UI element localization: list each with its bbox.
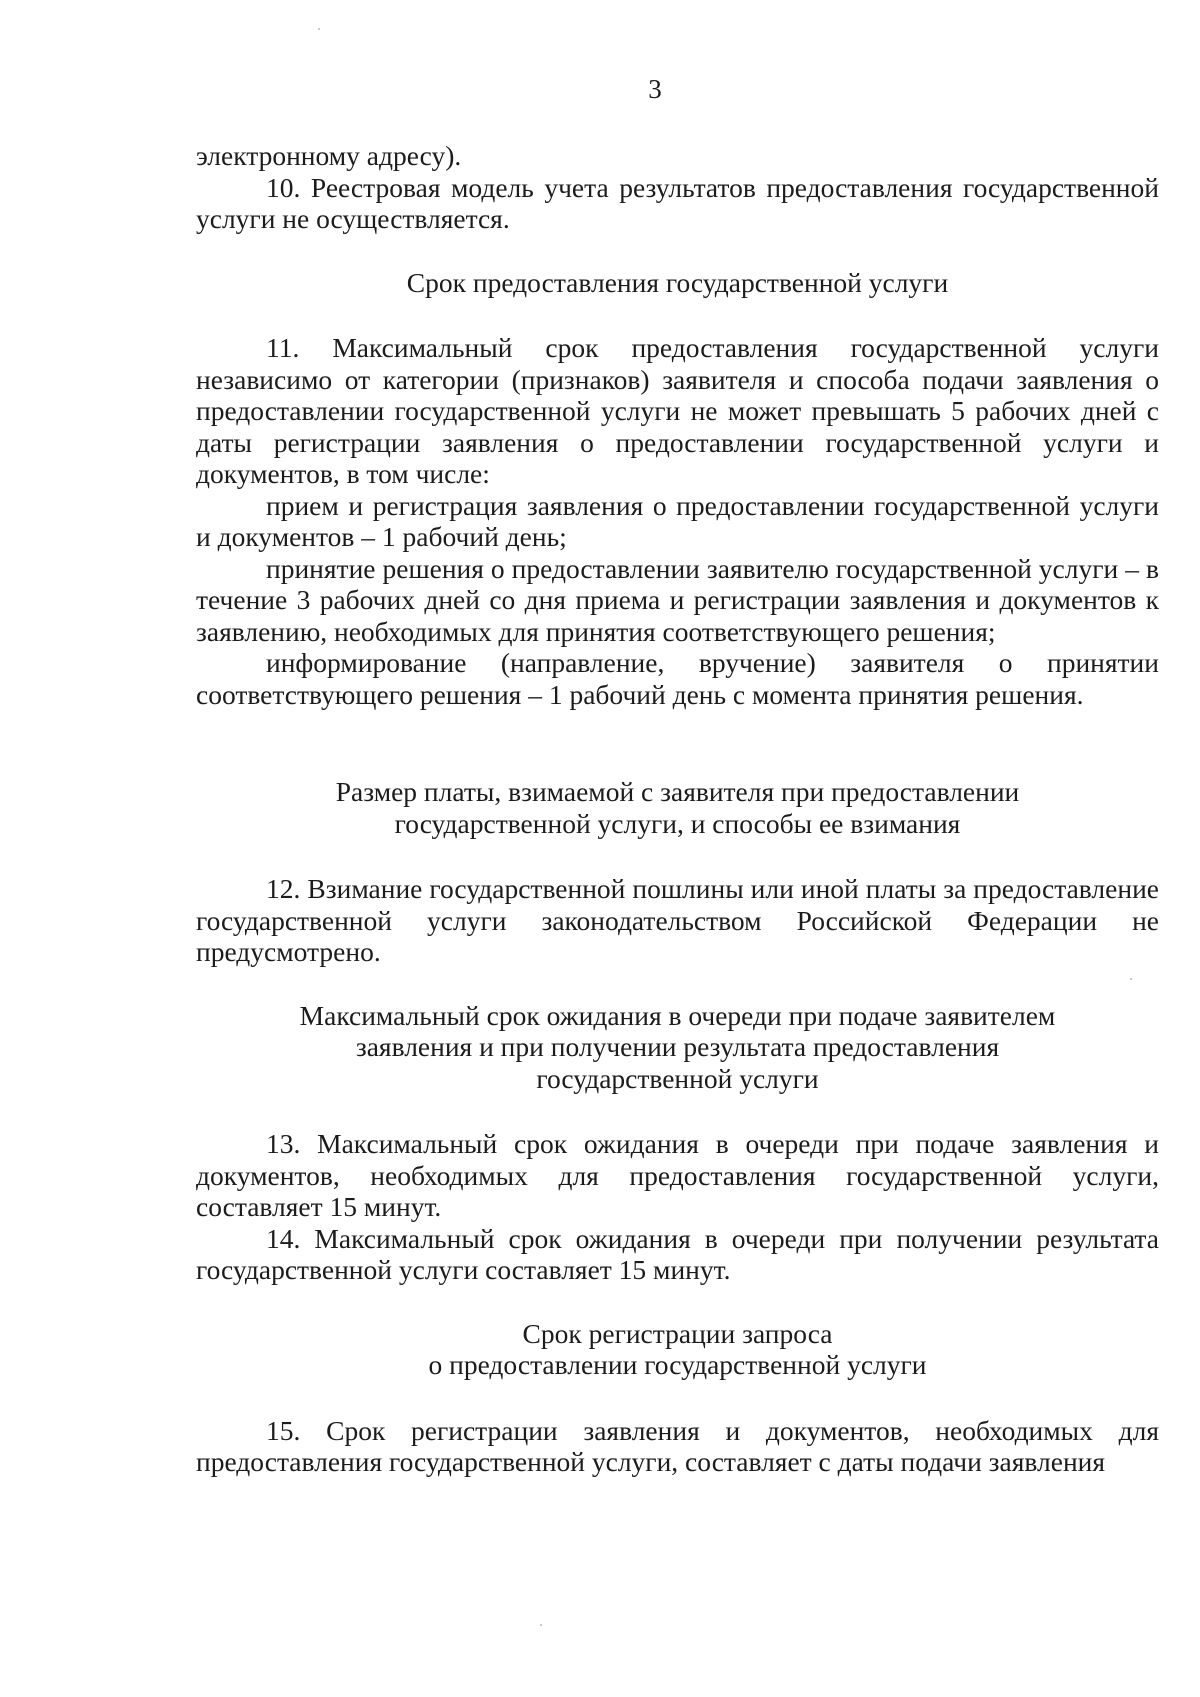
paragraph-14: 14. Максимальный срок ожидания в очереди при получении результата государственной услуги составляет 15 минут. — [196, 1222, 1159, 1285]
heading-registration-term — [196, 1318, 1159, 1381]
document-body — [196, 140, 1159, 1478]
paragraph-10: 10. Реестровая модель учета результатов предоставления государственной услуги не осуществляется. — [196, 171, 1159, 234]
heading-service-term — [196, 267, 1159, 299]
heading-queue-time — [196, 1000, 1159, 1095]
scan-speck — [540, 1624, 542, 1626]
paragraph-11-item-2: принятие решения о предоставлении заявителю государственной услуги – в течение 3 рабочих дней со дня приема и регистрации заявления и документов к заявлению, необходимых для принятия соответствующего решения; — [196, 552, 1159, 647]
heading-line: государственной услуги — [536, 1062, 819, 1094]
heading-line: Срок регистрации запроса — [522, 1317, 833, 1349]
paragraph-12: 12. Взимание государственной пошлины или иной платы за предоставление государственной услуги законодательством Российской Федерации не предусмотрено. — [196, 873, 1159, 967]
heading-line: о предоставлении государственной услуги — [428, 1349, 927, 1380]
heading-line: Срок предоставления государственной услуги — [406, 266, 949, 298]
paragraph-11-item-3: информирование (направление, вручение) заявителя о принятии соответствующего решения – 1 рабочий день с момента принятия решения. — [196, 647, 1159, 710]
heading-fee — [196, 776, 1159, 839]
scan-speck — [1130, 978, 1132, 980]
paragraph-13: 13. Максимальный срок ожидания в очереди при подаче заявления и документов, необходимых для предоставления государственной услуги, составляет 15 минут. — [196, 1128, 1159, 1222]
heading-line: заявления и при получении результата предоставления — [355, 1031, 1000, 1062]
paragraph-continuation: электронному адресу). — [196, 140, 462, 171]
paragraph-15: 15. Срок регистрации заявления и документов, необходимых для предоставления государственной услуги, составляет с даты подачи заявления — [196, 1414, 1159, 1477]
paragraph-11: 11. Максимальный срок предоставления государственной услуги независимо от категории (признаков) заявителя и способа подачи заявления о предоставлении государственной услуги не может превышать 5 рабочих дней с даты регистрации заявления о предоставлении государственной услуги и документов, в том числе: — [196, 332, 1159, 489]
page-number: 3 — [648, 74, 662, 104]
scan-speck — [318, 28, 320, 30]
heading-line: Максимальный срок ожидания в очереди при подаче заявителем — [299, 999, 1056, 1031]
heading-line: Размер платы, взимаемой с заявителя при предоставлении — [335, 776, 1020, 807]
heading-line: государственной услуги, и способы ее взимания — [394, 807, 961, 839]
paragraph-11-item-1: прием и регистрация заявления о предоставлении государственной услуги и документов – 1 рабочий день; — [196, 489, 1159, 552]
